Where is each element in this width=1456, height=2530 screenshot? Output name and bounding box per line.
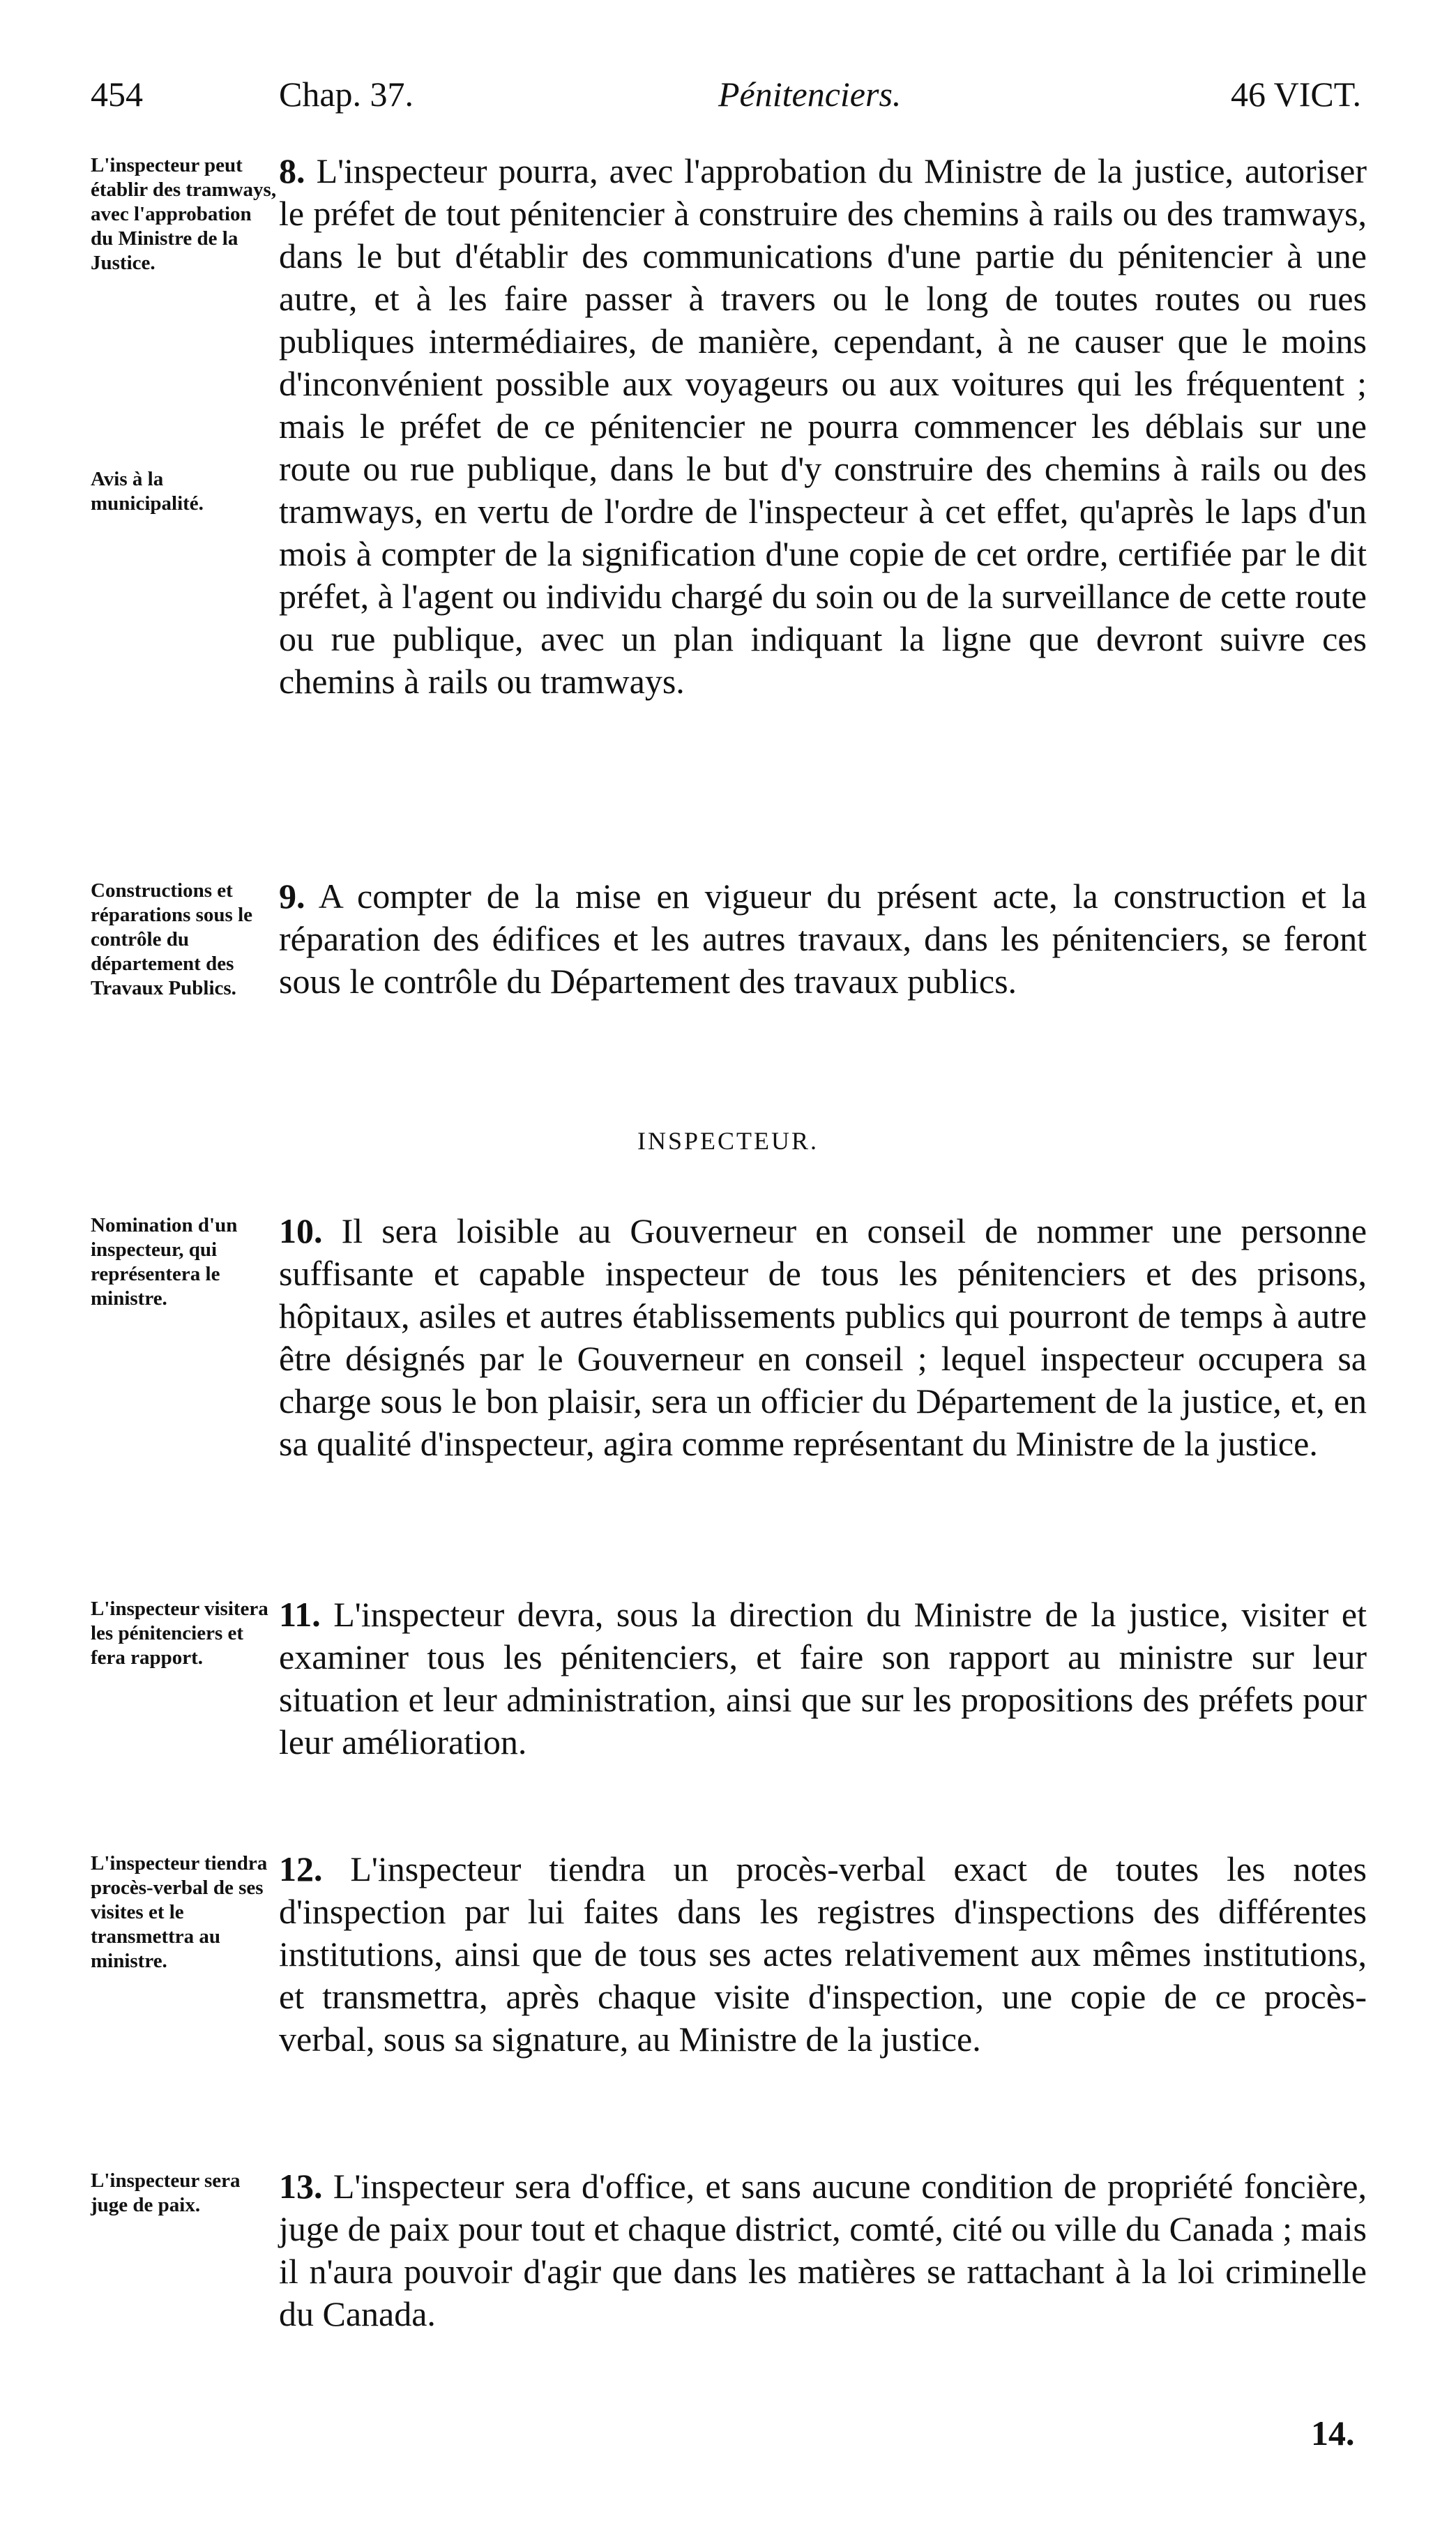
section-text: L'inspecteur tiendra un procès-verbal exact de toutes les notes d'inspection par lui faites dans les registres d'inspections des différentes institutions, ainsi que de tous ses actes relativement aux mêmes institutions, et transmettra, après chaque visite d'inspection, une copie de ce procès-verbal, sous sa signature, au Ministre de la justice.	[279, 1849, 1367, 2059]
margin-note: L'inspecteur tiendra procès-verbal de ses visites et le transmettra au ministre.	[91, 1852, 268, 1972]
section-number: 12.	[279, 1849, 323, 1888]
section-number: 10.	[279, 1211, 323, 1250]
margin-note: Nomination d'un inspecteur, qui représentera le ministre.	[91, 1214, 238, 1310]
running-header	[0, 70, 1456, 119]
section-body	[279, 875, 1367, 1003]
margin-note: L'inspecteur visitera les pénitenciers et fera rapport.	[91, 1598, 268, 1669]
section-heading: INSPECTEUR.	[637, 1127, 819, 1155]
catchword: 14.	[1311, 2414, 1355, 2453]
chapter-label: Chap. 37.	[279, 75, 414, 114]
section-text: A compter de la mise en vigueur du présent acte, la construction et la réparation des édifices et les autres travaux, dans les pénitenciers, se feront sous le contrôle du Département des travaux publics.	[279, 877, 1367, 1001]
section-text: L'inspecteur sera d'office, et sans aucune condition de propriété foncière, juge de paix pour tout et chaque district, comté, cité ou ville du Canada ; mais il n'aura pouvoir d'agir que dans les matières se rattachant à la loi criminelle du Canada.	[279, 2167, 1367, 2333]
section-text: L'inspecteur devra, sous la direction du Ministre de la justice, visiter et examiner tous les pénitenciers, et faire son rapport au ministre sur leur situation et leur administration, ainsi que sur les propositions des préfets pour leur amélioration.	[279, 1595, 1367, 1762]
section-number: 13.	[279, 2167, 323, 2206]
margin-note: Constructions et réparations sous le contrôle du département des Travaux Publics.	[91, 879, 252, 999]
section-number: 9.	[279, 877, 305, 916]
section-text: L'inspecteur pourra, avec l'approbation du Ministre de la justice, autoriser le préfet de tout pénitencier à construire des chemins à rails ou des tramways, dans le but d'établir des communications d'une partie du pénitencier à une autre, et à les faire passer à travers ou le long de toutes routes ou rues publiques intermédiaires, de manière, cependant, à ne causer que le moins d'inconvénient possible aux voyageurs ou aux voitures qui les fréquentent ; mais le préfet de ce pénitencier ne pourra commencer les déblais sur une route ou rue publique, dans le but d'y construire des chemins à rails ou des tramways, en vertu de l'ordre de l'inspecteur à cet effet, qu'après le laps d'un mois à compter de la signification d'une copie de cet ordre, certifiée par le dit préfet, à l'agent ou individu chargé du soin ou de la surveillance de cette route ou rue publique, avec un plan indiquant la ligne que devront suivre ces chemins à rails ou tramways.	[279, 151, 1367, 701]
section-body	[279, 150, 1367, 703]
section-number: 11.	[279, 1595, 321, 1634]
section-text: Il sera loisible au Gouverneur en conseil de nommer une personne suffisante et capable inspecteur de tous les pénitenciers et des prisons, hôpitaux, asiles et autres établissements publics qui pourront de temps à autre être désignés par le Gouverneur en conseil ; lequel inspecteur occupera sa charge sous le bon plaisir, sera un officier du Département de la justice, et, en sa qualité d'inspecteur, agira comme représentant du Ministre de la justice.	[279, 1211, 1367, 1463]
section-body	[279, 1848, 1367, 2061]
section-number: 8.	[279, 151, 305, 190]
margin-note: Avis à la municipalité.	[91, 468, 204, 515]
margin-note: L'inspecteur peut établir des tramways, avec l'approbation du Ministre de la Justice.	[91, 154, 277, 274]
section-body	[279, 1210, 1367, 1465]
margin-note: L'inspecteur sera juge de paix.	[91, 2169, 241, 2216]
running-title: Pénitenciers.	[718, 75, 902, 114]
section-body	[279, 2165, 1367, 2335]
page-number: 454	[91, 75, 143, 114]
section-body	[279, 1593, 1367, 1764]
regnal-year: 46 VICT.	[1231, 75, 1362, 114]
